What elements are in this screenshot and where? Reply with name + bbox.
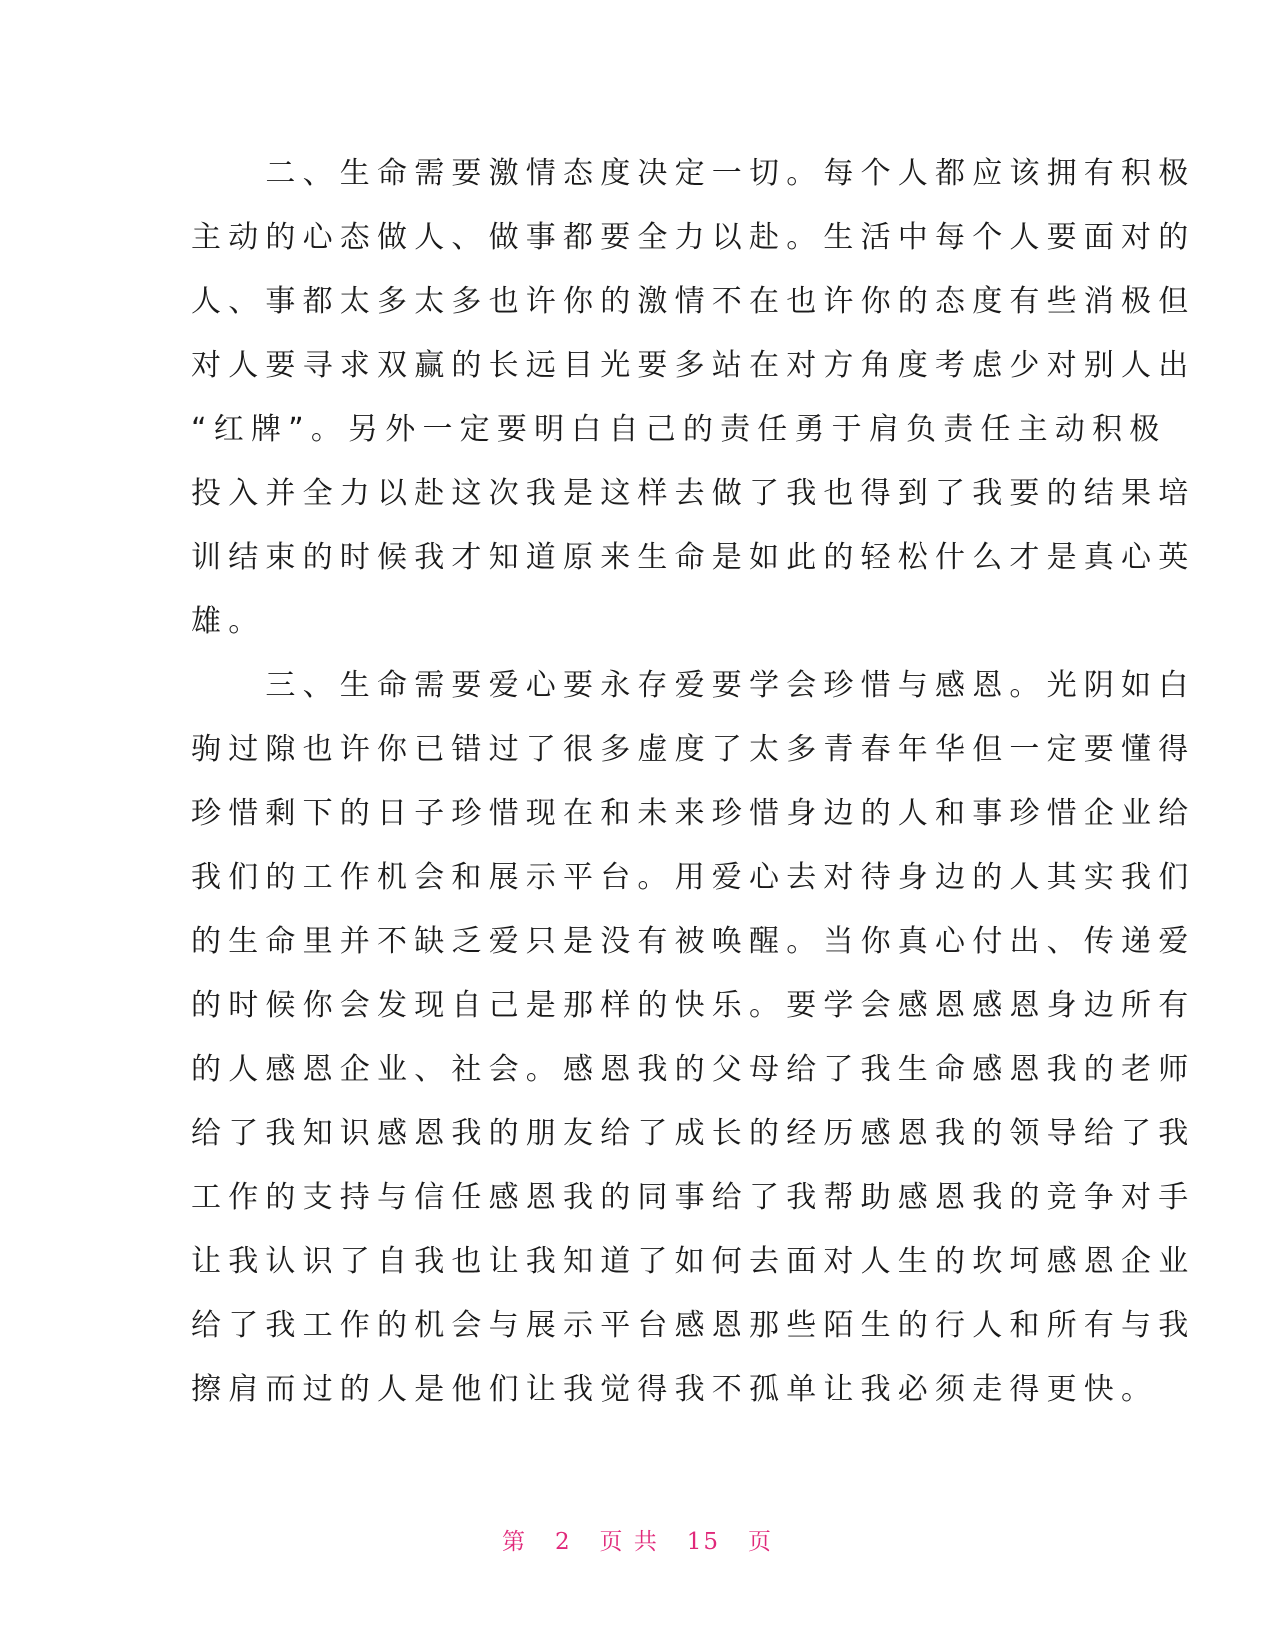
text-line: 训结束的时候我才知道原来生命是如此的轻松什么才是真心英 [191, 540, 1196, 575]
text-line: “红牌”。另外一定要明白自己的责任勇于肩负责任主动积极 [191, 412, 1167, 447]
text-line: 驹过隙也许你已错过了很多虚度了太多青春年华但一定要懂得 [191, 732, 1196, 767]
text-line: 我们的工作机会和展示平台。用爱心去对待身边的人其实我们 [191, 860, 1196, 895]
text-line: 的生命里并不缺乏爱只是没有被唤醒。当你真心付出、传递爱 [191, 924, 1196, 959]
text-line: 主动的心态做人、做事都要全力以赴。生活中每个人要面对的 [191, 220, 1196, 255]
body-text [191, 142, 1196, 1422]
text-line: 三、生命需要爱心要永存爱要学会珍惜与感恩。光阴如白 [191, 668, 1196, 703]
text-line: 对人要寻求双赢的长远目光要多站在对方角度考虑少对别人出 [191, 348, 1196, 383]
page-footer [0, 1523, 1275, 1556]
text-line: 擦肩而过的人是他们让我觉得我不孤单让我必须走得更快。 [191, 1372, 1159, 1407]
total-pages-number: 15 [686, 1529, 721, 1555]
text-line: 珍惜剩下的日子珍惜现在和未来珍惜身边的人和事珍惜企业给 [191, 796, 1196, 831]
footer-prefix: 第 [502, 1529, 527, 1555]
text-line: 投入并全力以赴这次我是这样去做了我也得到了我要的结果培 [191, 476, 1196, 511]
footer-suffix: 页 [747, 1529, 773, 1555]
text-line: 给了我工作的机会与展示平台感恩那些陌生的行人和所有与我 [191, 1308, 1196, 1343]
text-line: 人、事都太多太多也许你的激情不在也许你的态度有些消极但 [191, 284, 1196, 319]
text-line: 雄。 [191, 604, 266, 639]
text-line: 二、生命需要激情态度决定一切。每个人都应该拥有积极 [191, 156, 1196, 191]
footer-middle: 页 共 [599, 1529, 659, 1555]
text-line: 给了我知识感恩我的朋友给了成长的经历感恩我的领导给了我 [191, 1116, 1196, 1151]
text-line: 的时候你会发现自己是那样的快乐。要学会感恩感恩身边所有 [191, 988, 1196, 1023]
text-line: 的人感恩企业、社会。感恩我的父母给了我生命感恩我的老师 [191, 1052, 1196, 1087]
current-page-number: 2 [554, 1529, 572, 1555]
text-line: 让我认识了自我也让我知道了如何去面对人生的坎坷感恩企业 [191, 1244, 1196, 1279]
text-line: 工作的支持与信任感恩我的同事给了我帮助感恩我的竞争对手 [191, 1180, 1196, 1215]
